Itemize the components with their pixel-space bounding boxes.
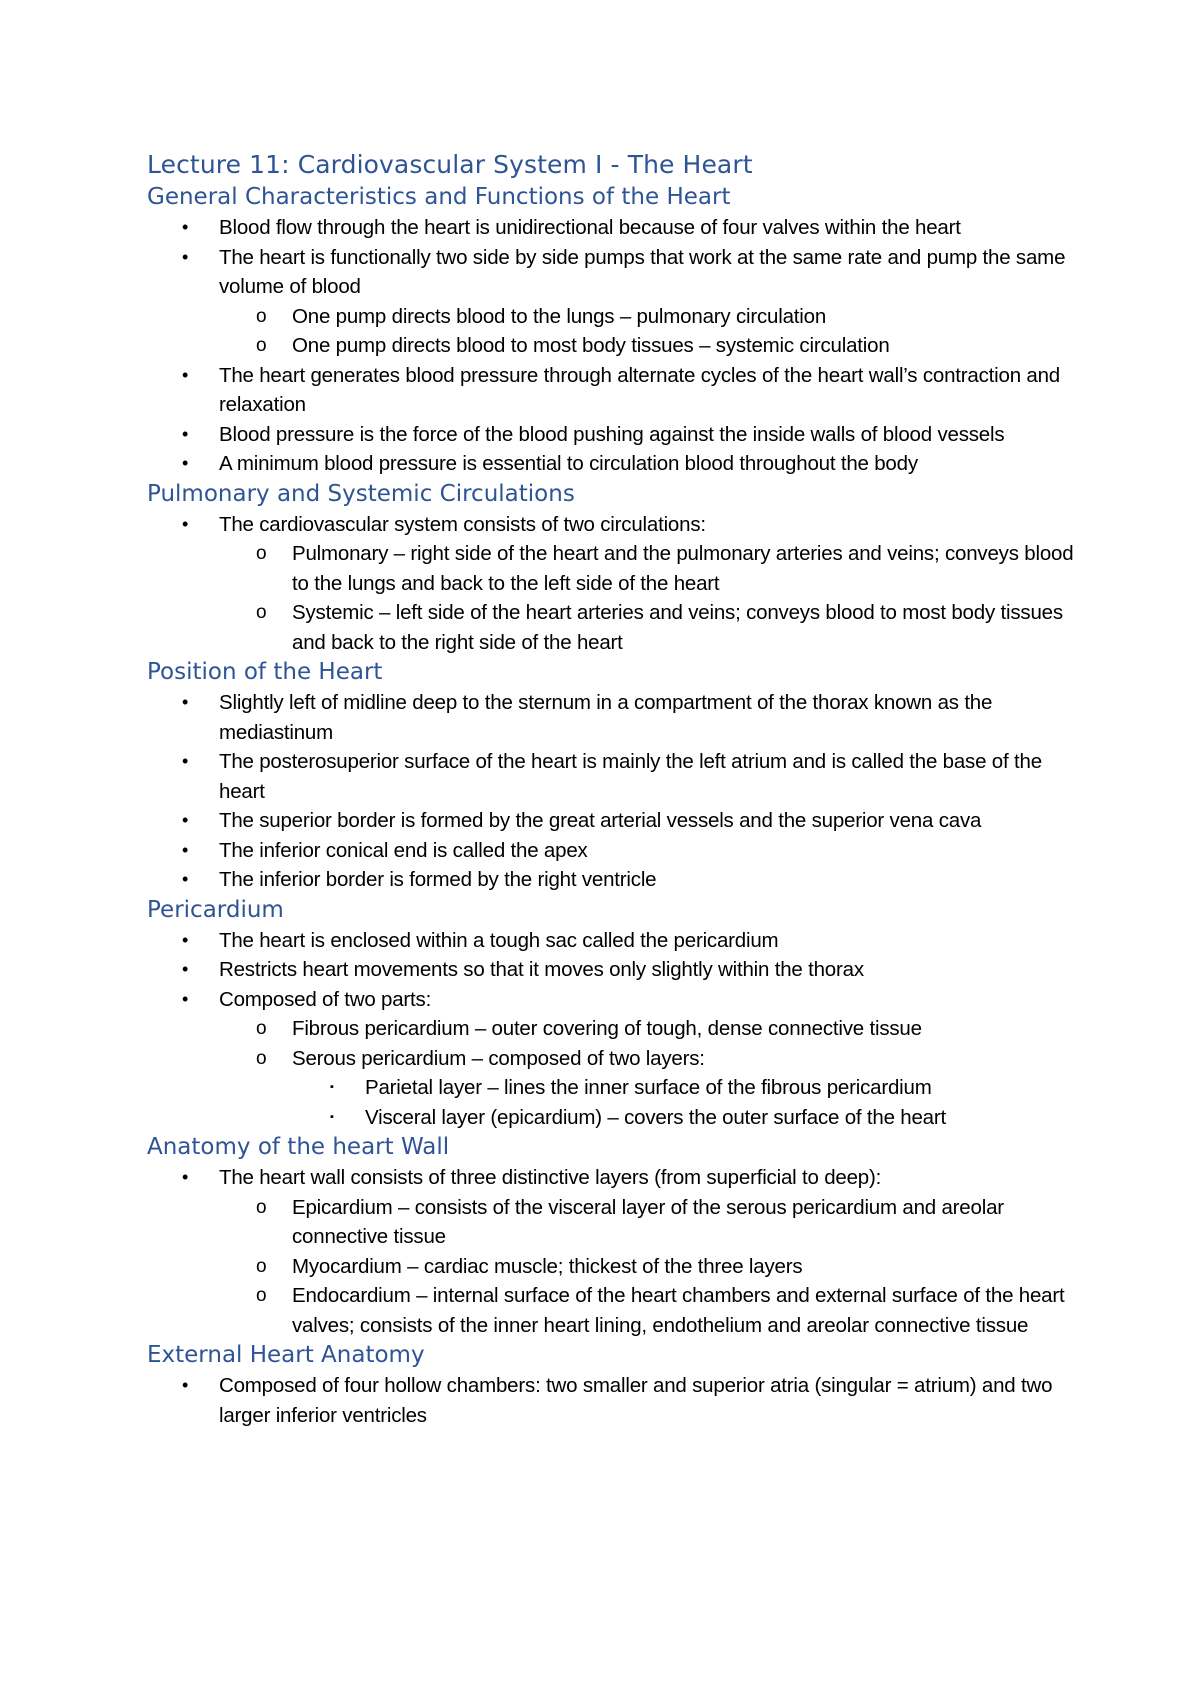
list-item: o Epicardium – consists of the visceral layer of the serous pericardium and areolar connective tissue [147, 1193, 1077, 1252]
list-item: • The heart generates blood pressure through alternate cycles of the heart wall’s contraction and relaxation [147, 361, 1077, 420]
bullet-marker: • [182, 453, 189, 473]
sub-bullet-marker: o [256, 305, 267, 327]
section-heading: Pulmonary and Systemic Circulations [147, 480, 575, 507]
sub-bullet-marker: o [256, 543, 267, 564]
bullet-marker: • [182, 423, 189, 444]
section-heading: External Heart Anatomy [147, 1342, 425, 1368]
list-item: o One pump directs blood to the lungs – pulmonary circulation [147, 302, 1077, 332]
list-item: o Serous pericardium – composed of two layers: [147, 1044, 1077, 1074]
list-item: • Blood pressure is the force of the blood pushing against the inside walls of blood vessels [147, 420, 1077, 450]
list-item: • The posterosuperior surface of the heart is mainly the left atrium and is called the base of the heart [147, 747, 1077, 806]
section-heading: Pericardium [147, 896, 284, 923]
list-item: o One pump directs blood to most body tissues – systemic circulation [147, 331, 1077, 361]
square-bullet-marker: ▪ [330, 1081, 334, 1093]
list-item: • The inferior conical end is called the apex [147, 836, 1077, 866]
list-item: • The inferior border is formed by the right ventricle [147, 865, 1077, 895]
list-item: • A minimum blood pressure is essential to circulation blood throughout the body [147, 449, 1077, 479]
list-item: o Myocardium – cardiac muscle; thickest of the three layers [147, 1252, 1077, 1282]
bullet-list [147, 926, 1077, 1133]
bullet-marker: • [182, 1375, 189, 1395]
section-position [147, 657, 1077, 895]
sub-bullet-marker: o [256, 602, 267, 623]
bullet-marker: • [182, 217, 189, 237]
document-body [147, 148, 1077, 1430]
list-item: • The heart is functionally two side by side pumps that work at the same rate and pump the same volume of blood [147, 243, 1077, 302]
bullet-marker: • [182, 246, 189, 267]
sub-bullet-marker: o [256, 1196, 267, 1218]
bullet-marker: • [182, 364, 189, 385]
list-item: ▪ Visceral layer (epicardium) – covers the outer surface of the heart [147, 1103, 1077, 1133]
section-general-characteristics [147, 182, 1077, 479]
section-pulmonary-systemic [147, 479, 1077, 658]
sub-bullet-marker: o [256, 1255, 267, 1277]
list-item: o Fibrous pericardium – outer covering of tough, dense connective tissue [147, 1014, 1077, 1044]
bullet-marker: • [182, 1167, 189, 1187]
list-item: • Slightly left of midline deep to the sternum in a compartment of the thorax known as the mediastinum [147, 688, 1077, 747]
bullet-marker: • [182, 929, 189, 950]
sub-bullet-marker: o [256, 335, 267, 356]
bullet-list [147, 1371, 1077, 1430]
list-item: • Composed of four hollow chambers: two smaller and superior atria (singular = atrium) and two larger inferior ventricles [147, 1371, 1077, 1430]
bullet-marker: • [182, 959, 189, 979]
sub-bullet-marker: o [256, 1047, 267, 1069]
bullet-list [147, 213, 1077, 479]
section-heart-wall [147, 1132, 1077, 1340]
bullet-list [147, 1163, 1077, 1340]
list-item: o Endocardium – internal surface of the heart chambers and external surface of the heart valves; consists of the inner heart lining, endothelium and areolar connective tissue [147, 1281, 1077, 1340]
list-item: • The heart wall consists of three distinctive layers (from superficial to deep): [147, 1163, 1077, 1193]
sub-bullet-marker: o [256, 1285, 267, 1306]
list-item: • Blood flow through the heart is unidirectional because of four valves within the heart [147, 213, 1077, 243]
bullet-list [147, 510, 1077, 658]
list-item: • The cardiovascular system consists of two circulations: [147, 510, 1077, 540]
list-item: • The superior border is formed by the great arterial vessels and the superior vena cava [147, 806, 1077, 836]
section-heading: Anatomy of the heart Wall [147, 1134, 450, 1160]
list-item: o Systemic – left side of the heart arteries and veins; conveys blood to most body tissues and back to the right side of the heart [147, 598, 1077, 657]
page-title: Lecture 11: Cardiovascular System I - The Heart [147, 150, 753, 179]
sub-bullet-marker: o [256, 1018, 267, 1039]
square-bullet-marker: ▪ [330, 1110, 334, 1123]
bullet-marker: • [182, 810, 189, 830]
bullet-marker: • [182, 692, 189, 712]
bullet-marker: • [182, 751, 189, 771]
bullet-marker: • [182, 988, 189, 1009]
list-item: ▪ Parietal layer – lines the inner surface of the fibrous pericardium [147, 1073, 1077, 1103]
section-heading: Position of the Heart [147, 659, 383, 685]
section-external-anatomy [147, 1340, 1077, 1430]
list-item: • The heart is enclosed within a tough sac called the pericardium [147, 926, 1077, 956]
list-item: • Restricts heart movements so that it moves only slightly within the thorax [147, 955, 1077, 985]
bullet-marker: • [182, 513, 189, 534]
section-pericardium [147, 895, 1077, 1133]
bullet-marker: • [182, 869, 189, 889]
bullet-list [147, 688, 1077, 895]
bullet-marker: • [182, 839, 189, 860]
list-item: • Composed of two parts: [147, 985, 1077, 1015]
list-item: o Pulmonary – right side of the heart and the pulmonary arteries and veins; conveys blood to the lungs and back to the left side of the heart [147, 539, 1077, 598]
section-heading: General Characteristics and Functions of the Heart [147, 184, 731, 210]
